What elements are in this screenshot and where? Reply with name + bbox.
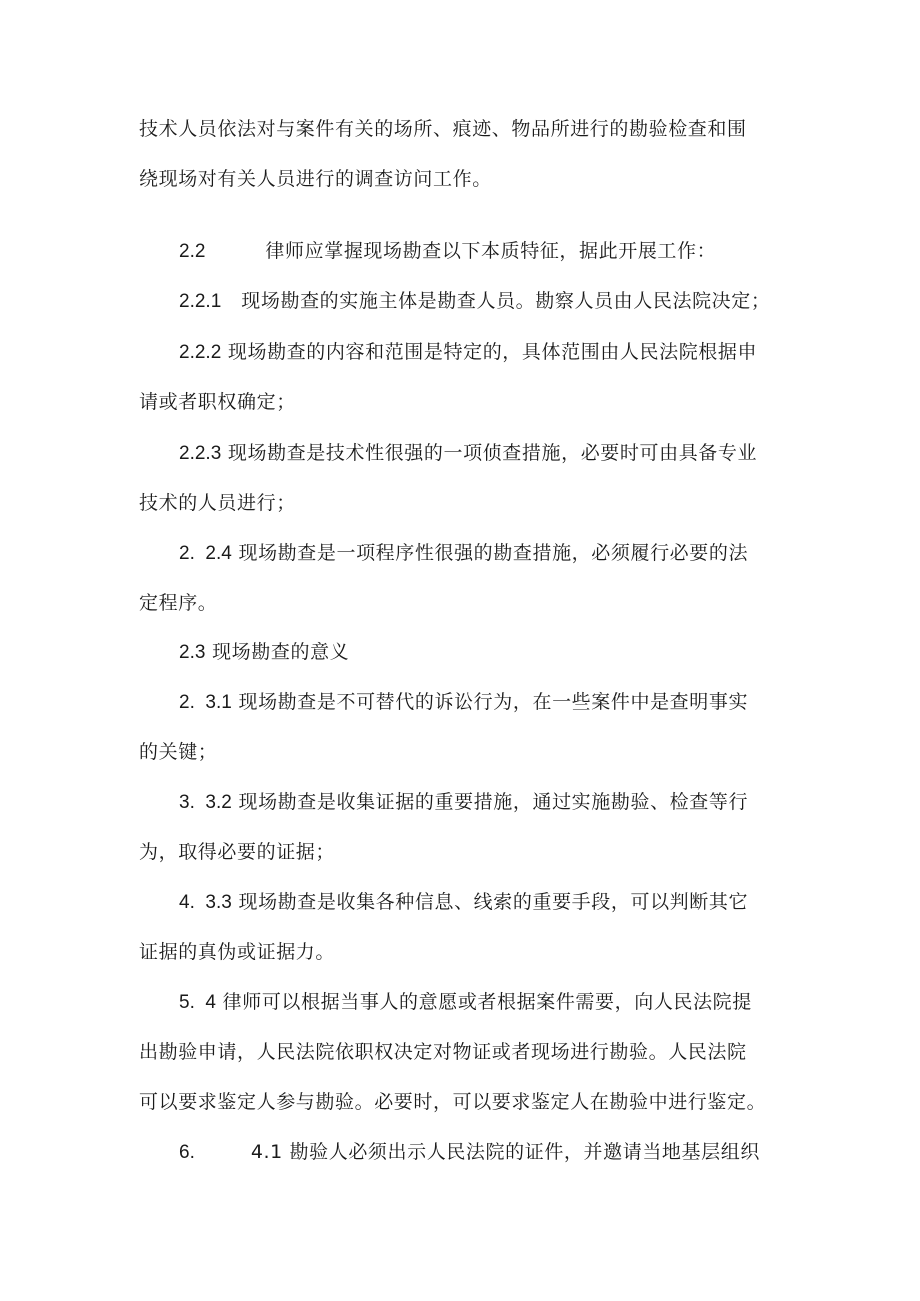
line-text: 技术人员依法对与案件有关的场所、痕迹、物品所进行的勘验检查和围 xyxy=(139,118,747,140)
section-number: 2.2 xyxy=(179,241,206,262)
section-number: 2.2.2 xyxy=(179,342,222,363)
paragraph-line xyxy=(139,1040,747,1064)
line-text: 律师应掌握现场勘查以下本质特征，据此开展工作： xyxy=(265,240,717,262)
item-6-4-1 xyxy=(179,1140,760,1165)
paragraph-line xyxy=(139,390,296,414)
heading-2-2 xyxy=(179,239,716,264)
paragraph-line xyxy=(139,491,296,515)
section-number: 5. 4 xyxy=(179,992,216,1013)
line-text: 可以要求鉴定人参与勘验。必要时，可以要求鉴定人在勘验中进行鉴定。 xyxy=(139,1091,767,1113)
item-2-2-3 xyxy=(179,441,757,466)
section-number: 4. 3.3 xyxy=(179,892,232,913)
line-text: 现场勘查是技术性很强的一项侦查措施，必要时可由具备专业 xyxy=(227,442,758,464)
item-2-2-2 xyxy=(179,340,757,365)
section-number: 2. 2.4 xyxy=(179,543,232,564)
paragraph-line xyxy=(139,840,335,864)
section-number: 2.3 xyxy=(179,642,206,663)
item-3-3-2 xyxy=(179,790,748,815)
line-text: 现场勘查的内容和范围是特定的，具体范围由人民法院根据申 xyxy=(227,341,758,363)
item-5-4 xyxy=(179,990,752,1015)
section-number: 2.2.1 xyxy=(179,291,222,312)
paragraph-line xyxy=(139,940,335,964)
line-text: 现场勘查是收集各种信息、线索的重要手段，可以判断其它 xyxy=(238,891,749,913)
heading-2-3 xyxy=(179,640,349,665)
paragraph-line xyxy=(139,167,492,191)
line-text: 的关键； xyxy=(139,741,218,763)
line-text: 请或者职权确定； xyxy=(139,391,296,413)
item-2-2-4 xyxy=(179,541,748,566)
line-text: 现场勘查是一项程序性很强的勘查措施，必须履行必要的法 xyxy=(238,542,749,564)
paragraph-line xyxy=(139,740,217,764)
line-text: 出勘验申请，人民法院依职权决定对物证或者现场进行勘验。人民法院 xyxy=(139,1041,747,1063)
section-number: 6. xyxy=(179,1142,195,1163)
line-text: 现场勘查是收集证据的重要措施，通过实施勘验、检查等行 xyxy=(238,791,749,813)
line-text: 定程序。 xyxy=(139,592,218,614)
line-text: 现场勘查的实施主体是勘查人员。勘察人员由人民法院决定； xyxy=(241,290,771,312)
item-2-3-1 xyxy=(179,690,748,715)
line-text: 现场勘查是不可替代的诉讼行为，在一些案件中是查明事实 xyxy=(238,691,749,713)
section-number: 3. 3.2 xyxy=(179,792,232,813)
line-text: 绕现场对有关人员进行的调查访问工作。 xyxy=(139,168,492,190)
item-4-3-3 xyxy=(179,890,748,915)
line-text: 律师可以根据当事人的意愿或者根据案件需要，向人民法院提 xyxy=(222,991,752,1013)
line-text: 为，取得必要的证据； xyxy=(139,841,336,863)
line-text: 技术的人员进行； xyxy=(139,492,296,514)
line-text: 4.1 勘验人必须出示人民法院的证件，并邀请当地基层组织 xyxy=(250,1141,760,1163)
section-number: 2.2.3 xyxy=(179,443,222,464)
line-text: 证据的真伪或证据力。 xyxy=(139,941,336,963)
section-number: 2. 3.1 xyxy=(179,692,232,713)
item-2-2-1 xyxy=(179,289,770,314)
paragraph-line xyxy=(139,117,747,141)
paragraph-line xyxy=(139,591,217,615)
line-text: 现场勘查的意义 xyxy=(212,641,350,663)
paragraph-line xyxy=(139,1090,766,1114)
